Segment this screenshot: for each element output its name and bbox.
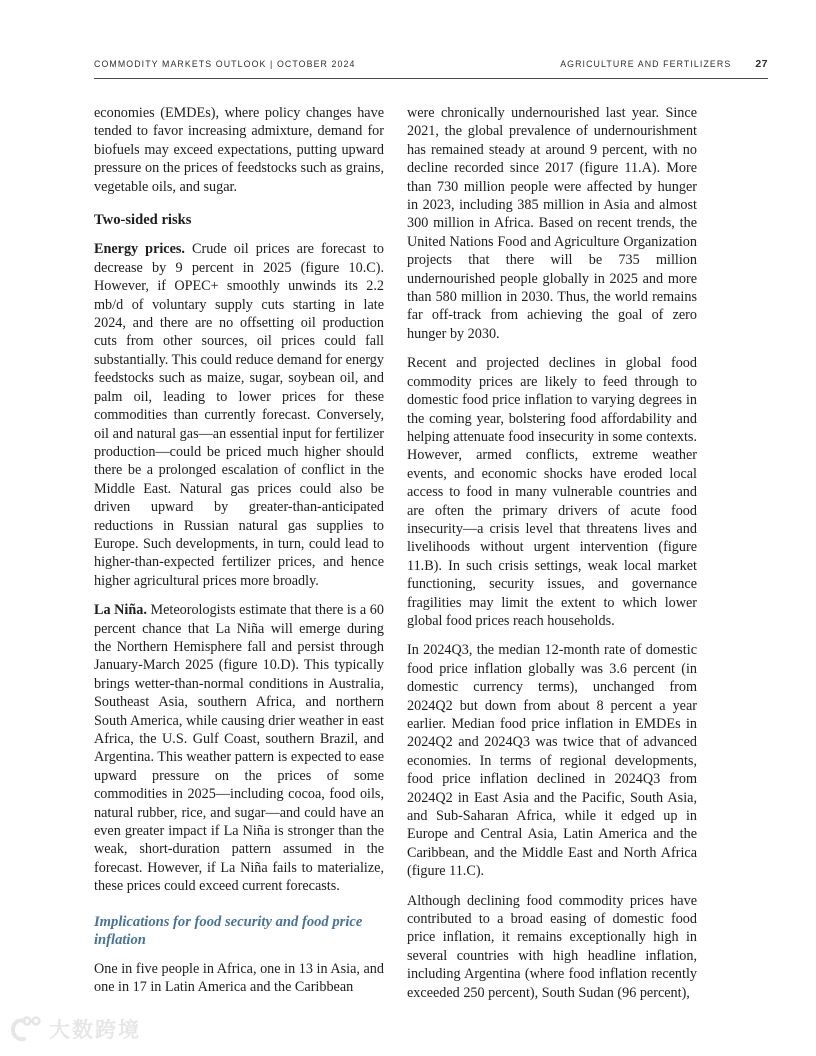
page-header <box>94 58 768 79</box>
paragraph-undernourished: were chronically undernourished last year. Since 2021, the global prevalence of undernourishment has remained steady at around 9 percent, with no decline recorded since 2017 (figure 11.A). More than 730 million people were affected by hunger in 2023, including 385 million in Asia and almost 300 million in Africa. Based on recent trends, the United Nations Food and Agriculture Organization projects that there will be 735 million undernourished people globally in 2025 and more than 580 million in 2030. Thus, the world remains far off-track from achieving the goal of zero hunger by 2030. <box>407 105 697 342</box>
paragraph-energy-prices <box>94 240 384 590</box>
paragraph-one-in-five: One in five people in Africa, one in 13 in Asia, and one in 17 in Latin America and the Caribbean <box>94 960 384 996</box>
page-body <box>94 104 697 1002</box>
right-column <box>407 104 697 1002</box>
paragraph-intro: economies (EMDEs), where policy changes have tended to favor increasing admixture, demand for biofuels may exceed expectations, putting upward pressure on the prices of feedstocks such as grains, vegetable oils, and sugar. <box>94 105 384 195</box>
sub-heading-food-security: Implications for food security and food price inflation <box>94 913 363 948</box>
watermark-text: 大数跨境 <box>49 1019 141 1042</box>
watermark-logo-icon <box>10 1016 44 1042</box>
header-report-title: COMMODITY MARKETS OUTLOOK | OCTOBER 2024 <box>94 59 356 69</box>
header-right-group <box>560 58 768 70</box>
header-chapter-title: AGRICULTURE AND FERTILIZERS <box>560 59 732 69</box>
paragraph-food-price-declines: Recent and projected declines in global food commodity prices are likely to feed through to domestic food price inflation to varying degrees in the coming year, bolstering food affordability and helping attenuate food insecurity in some contexts. However, armed conflicts, extreme weather events, and economic shocks have eroded local access to food in many vulnerable countries and are often the primary drivers of acute food insecurity—a crisis level that threatens lives and livelihoods without urgent intervention (figure 11.B). In such crisis settings, weak local market functioning, security issues, and governance fragilities may limit the extent to which lower global food prices reach households. <box>407 355 697 629</box>
section-heading-two-sided-risks: Two-sided risks <box>94 212 192 229</box>
paragraph-text-energy-prices: Crude oil prices are forecast to decrease by 9 percent in 2025 (figure 10.C). However, if OPEC+ smoothly unwinds its 2.2 mb/d of voluntary supply cuts starting in late 2024, and there are no offsetting oil production cuts from other sources, oil prices could fall substantially. This could reduce demand for energy feedstocks such as maize, sugar, soybean oil, and palm oil, leading to lower prices for these commodities than currently forecast. Conversely, oil and natural gas—an essential input for fertilizer production—could be priced much higher should there be a prolonged escalation of conflict in the Middle East. Natural gas prices could also be driven upward by greater-than-anticipated reductions in Russian natural gas supplies to Europe. Such developments, in turn, could lead to higher-than-expected fertilizer prices, and hence higher agricultural prices more broadly. <box>94 241 384 589</box>
watermark <box>10 1014 141 1044</box>
paragraph-lead-energy-prices: Energy prices. <box>94 241 185 258</box>
left-column <box>94 104 384 1002</box>
paragraph-lead-la-nina: La Niña. <box>94 602 147 619</box>
paragraph-high-inflation-countries: Although declining food commodity prices have contributed to a broad easing of domestic food price inflation, it remains exceptionally high in several countries with high headline inflation, including Argentina (where food inflation recently exceeded 250 percent), South Sudan (96 percent), <box>407 892 697 1001</box>
paragraph-2024q3-inflation: In 2024Q3, the median 12-month rate of domestic food price inflation globally was 3.6 percent (in domestic currency terms), unchanged from 2024Q2 but down from about 8 percent a year earlier. Median food price inflation in EMDEs in 2024Q2 and 2024Q3 was twice that of advanced economies. In terms of regional developments, food price inflation declined in 2024Q3 from 2024Q2 in East Asia and the Pacific, South Asia, and Sub-Saharan Africa, while it edged up in Europe and Central Asia, Latin America and the Caribbean, and the Middle East and North Africa (figure 11.C). <box>407 642 697 880</box>
page-number: 27 <box>755 58 768 70</box>
paragraph-text-la-nina: Meteorologists estimate that there is a 60 percent chance that La Niña will emerge during the Northern Hemisphere fall and persist through January-March 2025 (figure 10.D). This typically brings wetter-than-normal conditions in Australia, Southeast Asia, southern Africa, and northern South America, while causing drier weather in east Africa, the U.S. Gulf Coast, southern Brazil, and Argentina. This weather pattern is expected to ease upward pressure on the prices of some commodities in 2025—including cocoa, food oils, natural rubber, rice, and sugar—and could have an even greater impact if La Niña is stronger than the weak, short-duration pattern assumed in the forecast. However, if La Niña fails to materialize, these prices could exceed current forecasts. <box>94 602 384 895</box>
paragraph-la-nina <box>94 601 384 896</box>
